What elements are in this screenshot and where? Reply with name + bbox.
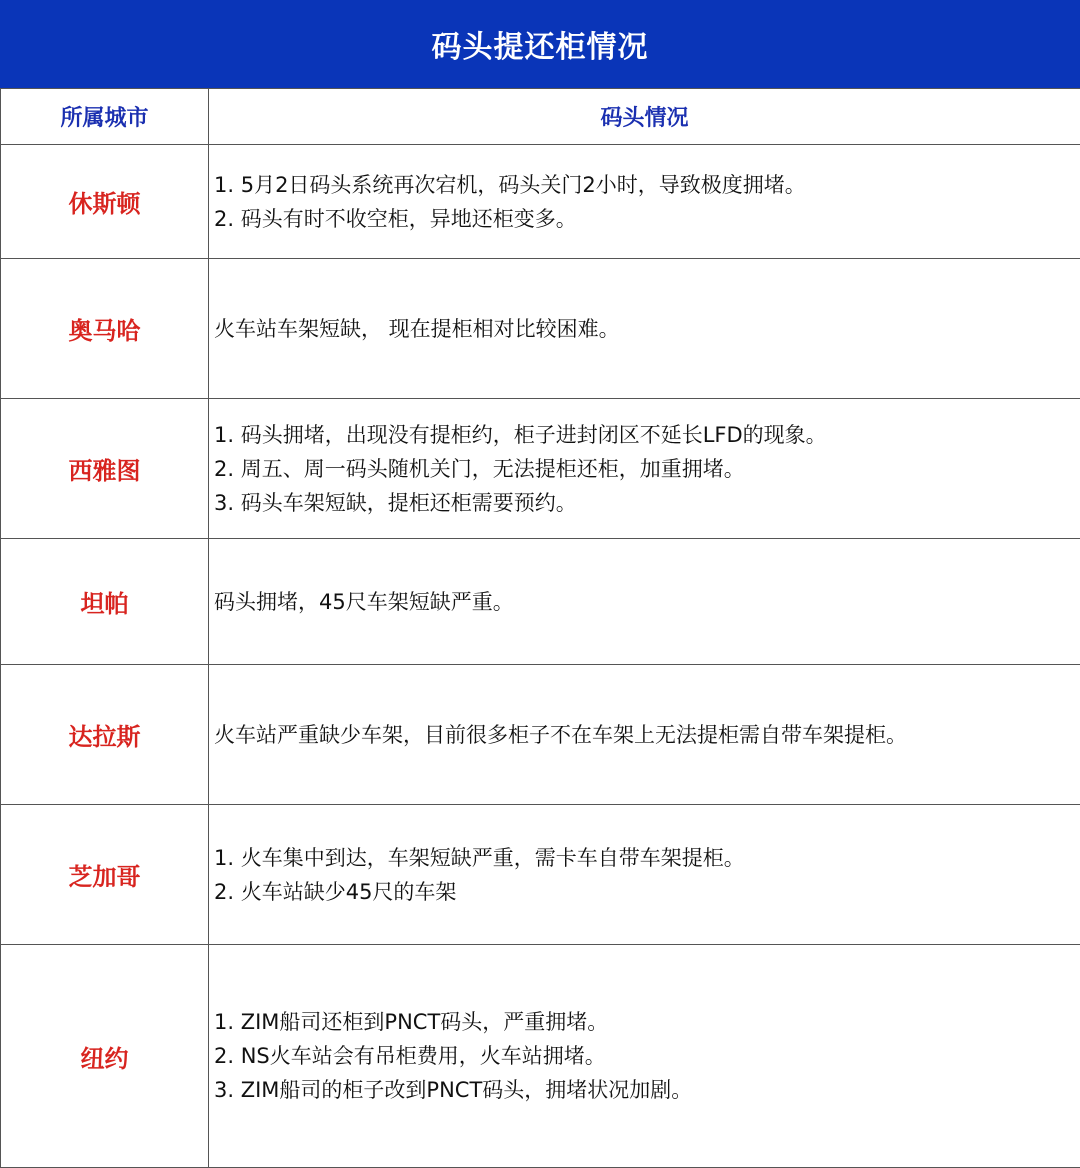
- header-situation: 码头情况: [209, 89, 1080, 145]
- situation-line: 火车站严重缺少车架，目前很多柜子不在车架上无法提柜需自带车架提柜。: [214, 722, 907, 747]
- table-title: 码头提还柜情况: [0, 0, 1080, 88]
- city-cell: 坦帕: [1, 539, 209, 665]
- table-row: [1, 945, 1080, 1168]
- situation-cell: [209, 145, 1080, 259]
- table-row: [1, 539, 1080, 665]
- situation-line: 1. 火车集中到达，车架短缺严重，需卡车自带车架提柜。: [214, 845, 745, 870]
- situation-cell: [209, 945, 1080, 1168]
- situation-line: 1. ZIM船司还柜到PNCT码头，严重拥堵。: [214, 1010, 609, 1034]
- header-row: [1, 89, 1080, 145]
- situation-line: 码头拥堵，45尺车架短缺严重。: [214, 589, 514, 614]
- situation-line: 2. 火车站缺少45尺的车架: [214, 879, 457, 904]
- situation-line: 2. 码头有时不收空柜，异地还柜变多。: [214, 206, 577, 231]
- terminal-status-table: [0, 88, 1080, 1168]
- city-cell: 休斯顿: [1, 145, 209, 259]
- situation-line: 1. 5月2日码头系统再次宕机，码头关门2小时，导致极度拥堵。: [214, 172, 806, 197]
- situation-cell: [209, 399, 1080, 539]
- city-cell: 西雅图: [1, 399, 209, 539]
- situation-line: 3. ZIM船司的柜子改到PNCT码头，拥堵状况加剧。: [214, 1078, 693, 1102]
- city-cell: 奥马哈: [1, 259, 209, 399]
- situation-line: 2. NS火车站会有吊柜费用，火车站拥堵。: [214, 1044, 606, 1068]
- city-cell: 芝加哥: [1, 805, 209, 945]
- table-row: [1, 665, 1080, 805]
- situation-cell: [209, 259, 1080, 399]
- table-row: [1, 399, 1080, 539]
- situation-cell: [209, 665, 1080, 805]
- table-row: [1, 145, 1080, 259]
- situation-line: 火车站车架短缺， 现在提柜相对比较困难。: [214, 316, 620, 341]
- situation-cell: [209, 805, 1080, 945]
- table-row: [1, 805, 1080, 945]
- situation-line: 2. 周五、周一码头随机关门，无法提柜还柜，加重拥堵。: [214, 456, 745, 481]
- header-city: 所属城市: [1, 89, 209, 145]
- table-row: [1, 259, 1080, 399]
- city-cell: 纽约: [1, 945, 209, 1168]
- situation-line: 3. 码头车架短缺，提柜还柜需要预约。: [214, 490, 577, 515]
- situation-line: 1. 码头拥堵，出现没有提柜约，柜子进封闭区不延长LFD的现象。: [214, 422, 827, 447]
- situation-cell: [209, 539, 1080, 665]
- city-cell: 达拉斯: [1, 665, 209, 805]
